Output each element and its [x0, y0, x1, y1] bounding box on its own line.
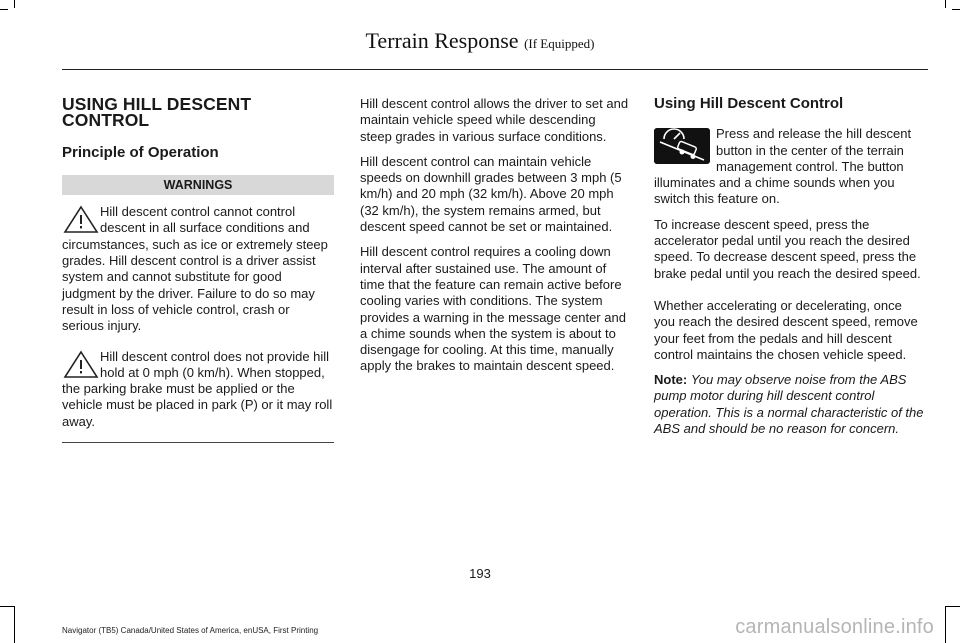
- crop-mark: [14, 606, 15, 643]
- right-column: [654, 96, 926, 446]
- subsection-heading: Principle of Operation: [62, 143, 219, 161]
- crop-mark: [952, 9, 960, 10]
- left-column: [62, 96, 334, 443]
- crop-mark: [0, 606, 15, 607]
- subsection-heading: Using Hill Descent Control: [654, 95, 844, 112]
- paragraph: [654, 126, 926, 207]
- crop-mark: [945, 606, 946, 643]
- warning-text: Hill descent control cannot control descent in all surface conditions and circumstances, such as ice or extremely steep grades. Hill descent control is a driver assist system and cannot substitute for good judgment by the driver. Failure to do so may result in loss of vehicle control, crash or serious injury.: [62, 204, 328, 334]
- paragraph: Hill descent control allows the driver to set and maintain vehicle speed while descending steep grades in various surface conditions.: [360, 96, 629, 144]
- warning-end-rule: [62, 442, 334, 443]
- footer-text: Navigator (TB5) Canada/United States of America, enUSA, First Printing: [62, 626, 319, 635]
- paragraph: To increase descent speed, press the accelerator pedal until you reach the desired speed. To decrease descent speed, press the brake pedal until you reach the desired speed.: [654, 216, 921, 281]
- warning-triangle-icon: [62, 204, 100, 234]
- watermark: carmanualsonline.info: [735, 616, 934, 638]
- paragraph: Hill descent control can maintain vehicle speeds on downhill grades between 3 mph (5 km/h) and 20 mph (32 km/h). Above 20 mph (32 km/h), the system remains armed, but descent speed cannot be set or maintained.: [360, 153, 622, 235]
- hill-descent-icon: [654, 128, 710, 164]
- header-subtitle: (If Equipped): [524, 36, 595, 51]
- note: [654, 372, 926, 437]
- crop-mark: [945, 606, 960, 607]
- warning-text: Hill descent control does not provide hill hold at 0 mph (0 km/h). When stopped, the parking brake must be applied or the vehicle must be placed in park (P) or it may roll away.: [62, 348, 333, 429]
- warning-block: [62, 204, 334, 334]
- warning-block: [62, 349, 334, 430]
- header-title: Terrain Response: [365, 28, 519, 53]
- crop-mark: [14, 0, 15, 8]
- middle-column: [360, 96, 630, 384]
- warnings-header: WARNINGS: [62, 175, 334, 195]
- section-heading: USING HILL DESCENT CONTROL: [62, 94, 252, 131]
- page-header: [0, 28, 960, 54]
- paragraph: Hill descent control requires a cooling down interval after sustained use. The amount of time that the feature can remain active before cooling varies with conditions. The system provides a warning in the message center and a chime sounds when the system is about to disengage for cooling. At this time, manually apply the brakes to maintain descent speed.: [360, 244, 626, 374]
- page-number: 193: [469, 566, 491, 581]
- header-rule: [62, 69, 928, 70]
- crop-mark: [945, 0, 946, 8]
- warning-triangle-icon: [62, 349, 100, 379]
- paragraph-text: Press and release the hill descent button in the center of the terrain management control. The button illuminates and a chime sounds when you switch this feature on.: [654, 126, 912, 207]
- note-text: You may observe noise from the ABS pump motor during hill descent control operation. This is a normal characteristic of the ABS and should be no reason for concern.: [654, 372, 924, 437]
- paragraph: Whether accelerating or decelerating, once you reach the desired descent speed, remove your feet from the pedals and hill descent control maintains the chosen vehicle speed.: [654, 297, 918, 362]
- crop-mark: [0, 9, 8, 10]
- note-label: Note:: [654, 372, 688, 388]
